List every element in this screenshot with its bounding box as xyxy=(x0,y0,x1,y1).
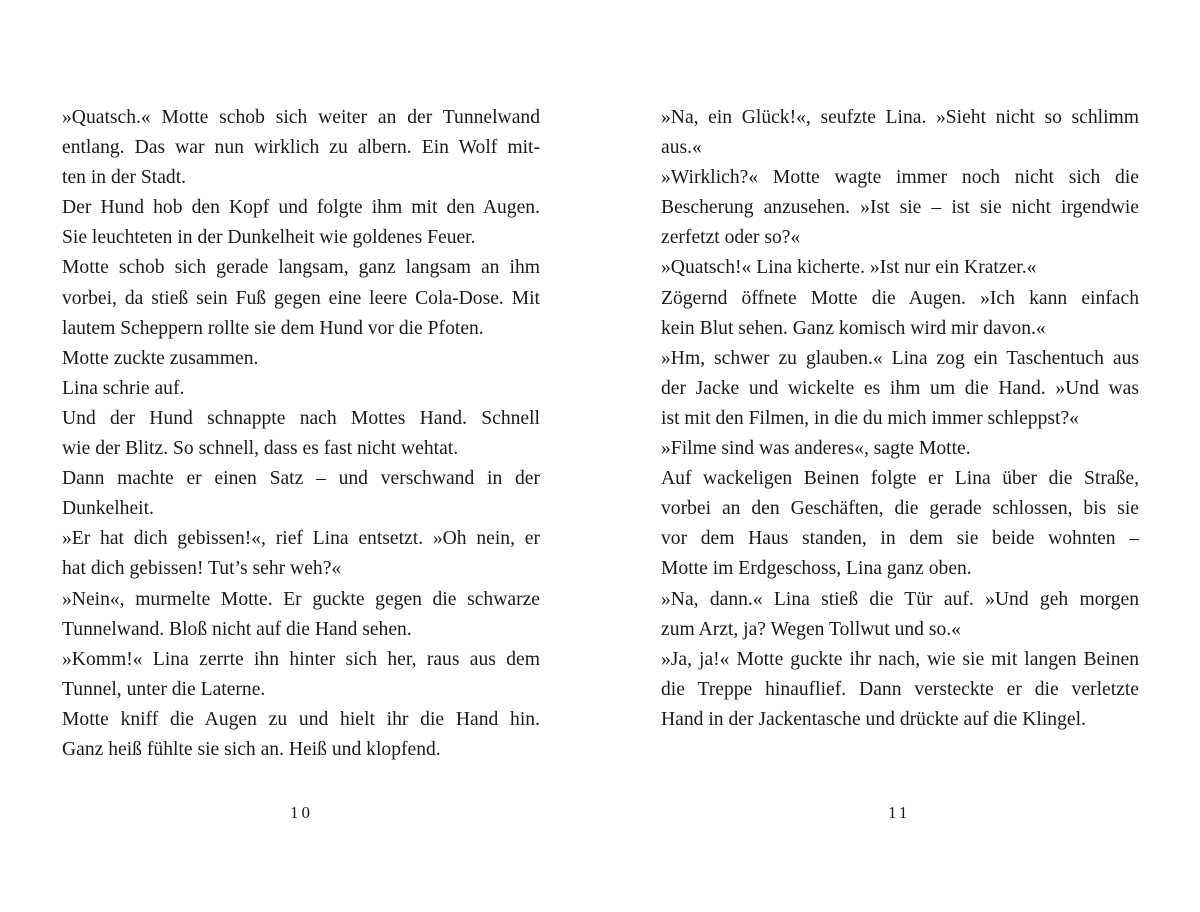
text-line: »Quatsch.« Motte schob sich weiter an der Tunnelwand xyxy=(62,107,540,128)
text-line: Sie leuchteten in der Dunkelheit wie goldenes Feuer. xyxy=(62,227,476,249)
right-page-text xyxy=(661,103,1139,735)
text-line: Motte im Erdgeschoss, Lina ganz oben. xyxy=(661,558,972,580)
text-line: »Filme sind was anderes«, sagte Motte. xyxy=(661,438,971,460)
text-line: Dunkelheit. xyxy=(62,498,154,520)
text-line: »Na, dann.« Lina stieß die Tür auf. »Und geh morgen xyxy=(661,588,1139,610)
text-line: Dann machte er einen Satz – und verschwand in der xyxy=(62,468,540,490)
text-line: »Ja, ja!« Motte guckte ihr nach, wie sie mit langen Beinen xyxy=(661,648,1139,670)
text-line: »Komm!« Lina zerrte ihn hinter sich her, raus aus dem xyxy=(62,648,540,670)
text-line: »Wirklich?« Motte wagte immer noch nicht sich die xyxy=(661,167,1139,189)
text-line: Der Hund hob den Kopf und folgte ihm mit den Augen. xyxy=(62,197,540,219)
page-number-right: 11 xyxy=(888,803,911,822)
text-line: entlang. Das war nun wirklich zu albern. Ein Wolf mit- xyxy=(62,137,540,159)
text-line: die Treppe hinauflief. Dann versteckte er die verletzte xyxy=(661,678,1139,700)
text-line: Motte kniff die Augen zu und hielt ihr die Hand hin. xyxy=(62,708,540,730)
text-line: vorbei, da stieß sein Fuß gegen eine leere Cola-Dose. Mit xyxy=(62,287,540,309)
text-line: »Er hat dich gebissen!«, rief Lina entsetzt. »Oh nein, er xyxy=(62,528,540,550)
text-line: wie der Blitz. So schnell, dass es fast nicht wehtat. xyxy=(62,438,459,460)
text-line: vorbei an den Geschäften, die gerade schlossen, bis sie xyxy=(661,498,1139,520)
text-line: der Jacke und wickelte es ihm um die Hand. »Und was xyxy=(661,377,1139,399)
text-line: Hand in der Jackentasche und drückte auf die Klingel. xyxy=(661,708,1086,730)
page-number-left: 10 xyxy=(290,803,313,822)
text-line: lautem Scheppern rollte sie dem Hund vor die Pfoten. xyxy=(62,317,484,339)
text-line: Lina schrie auf. xyxy=(62,377,185,399)
text-line: ist mit den Filmen, in die du mich immer schleppst?« xyxy=(661,407,1079,429)
text-line: Tunnel, unter die Laterne. xyxy=(62,678,266,700)
text-line: Bescherung anzusehen. »Ist sie – ist sie nicht irgendwie xyxy=(661,197,1139,219)
text-line: aus.« xyxy=(661,137,702,159)
text-line: Und der Hund schnappte nach Mottes Hand. Schnell xyxy=(62,407,540,429)
text-line: zerfetzt oder so?« xyxy=(661,227,801,249)
text-line: »Na, ein Glück!«, seufzte Lina. »Sieht nicht so schlimm xyxy=(661,107,1139,128)
text-line: ten in der Stadt. xyxy=(62,167,187,189)
text-line: hat dich gebissen! Tut’s sehr weh?« xyxy=(62,558,342,580)
left-page-text xyxy=(62,103,540,765)
text-line: vor dem Haus standen, in dem sie beide wohnten – xyxy=(661,528,1139,550)
text-line: Motte zuckte zusammen. xyxy=(62,347,259,369)
text-line: »Hm, schwer zu glauben.« Lina zog ein Taschentuch aus xyxy=(661,347,1139,369)
text-line: Ganz heiß fühlte sie sich an. Heiß und klopfend. xyxy=(62,738,441,760)
text-line: Tunnelwand. Bloß nicht auf die Hand sehen. xyxy=(62,618,412,640)
text-line: Auf wackeligen Beinen folgte er Lina über die Straße, xyxy=(661,468,1139,490)
text-line: Zögernd öffnete Motte die Augen. »Ich kann einfach xyxy=(661,287,1139,309)
text-line: »Nein«, murmelte Motte. Er guckte gegen die schwarze xyxy=(62,588,540,610)
text-line: »Quatsch!« Lina kicherte. »Ist nur ein Kratzer.« xyxy=(661,257,1037,279)
text-line: zum Arzt, ja? Wegen Tollwut und so.« xyxy=(661,618,961,640)
text-line: kein Blut sehen. Ganz komisch wird mir davon.« xyxy=(661,317,1046,339)
text-line: Motte schob sich gerade langsam, ganz langsam an ihm xyxy=(62,257,540,279)
